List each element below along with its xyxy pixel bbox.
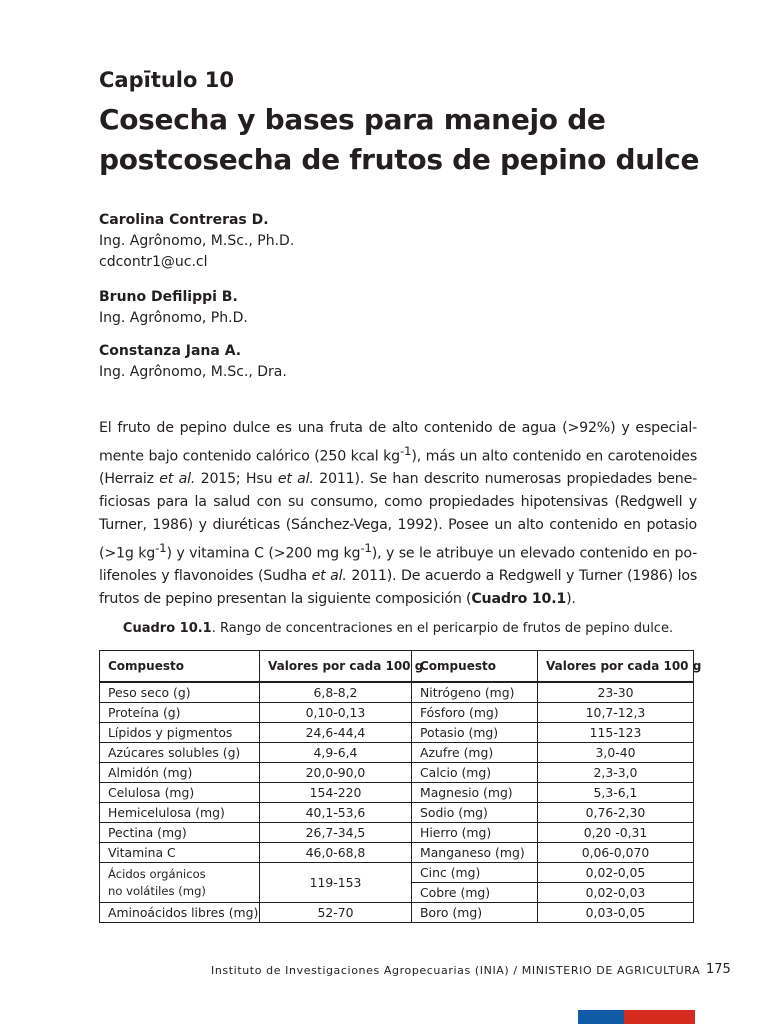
compound-cell: Hemicelulosa (mg) <box>100 803 260 823</box>
table-row <box>100 763 694 783</box>
compound-cell: Magnesio (mg) <box>412 783 538 803</box>
value-cell: 154-220 <box>260 783 412 803</box>
author-block <box>99 341 287 383</box>
value-cell: 119-153 <box>260 863 412 903</box>
author-block <box>99 287 248 329</box>
header-values: Valores por cada 100 g <box>538 651 694 683</box>
footer-institution: Instituto de Investigaciones Agropecuarias (INIA) / MINISTERIO DE AGRICULTURA <box>211 964 701 977</box>
table-reference: Cuadro 10.1 <box>471 591 567 608</box>
table-caption: Cuadro 10.1. Rango de concentraciones en el pericarpio de frutos de pepino dulce. <box>122 621 674 636</box>
author-block <box>99 210 294 273</box>
header-compound: Compuesto <box>100 651 260 683</box>
table-row <box>100 803 694 823</box>
value-cell: 0,76-2,30 <box>538 803 694 823</box>
author-credential: Ing. Agrônomo, M.Sc., Dra. <box>99 364 287 380</box>
table-row <box>100 783 694 803</box>
value-cell: 0,06-0,070 <box>538 843 694 863</box>
compound-cell: Cinc (mg) <box>412 863 538 883</box>
composition-table <box>99 650 702 923</box>
chapter-title: Cosecha y bases para manejo de postcosecha de frutos de pepino dulce <box>99 103 700 176</box>
author-credential: Ing. Agrônomo, M.Sc., Ph.D. <box>99 233 295 249</box>
flag-blue-band <box>578 1010 624 1024</box>
compound-cell: Fósforo (mg) <box>412 703 538 723</box>
compound-cell: Hierro (mg) <box>412 823 538 843</box>
compound-cell: Azúcares solubles (g) <box>100 743 260 763</box>
page-number: 175 <box>706 962 731 977</box>
value-cell: 24,6-44,4 <box>260 723 412 743</box>
value-cell: 23-30 <box>538 682 694 703</box>
compound-cell: Celulosa (mg) <box>100 783 260 803</box>
value-cell: 4,9-6,4 <box>260 743 412 763</box>
value-cell: 0,03-0,05 <box>538 903 694 923</box>
value-cell: 2,3-3,0 <box>538 763 694 783</box>
compound-cell: Pectina (mg) <box>100 823 260 843</box>
value-cell: 52-70 <box>260 903 412 923</box>
value-cell: 0,02-0,05 <box>538 863 694 883</box>
compound-cell: Almidón (mg) <box>100 763 260 783</box>
table-row <box>100 843 694 863</box>
table-row <box>100 863 694 883</box>
compound-cell: Azufre (mg) <box>412 743 538 763</box>
compound-cell: Nitrógeno (mg) <box>412 682 538 703</box>
table-row <box>100 682 694 703</box>
author-name: Constanza Jana A. <box>99 343 242 359</box>
value-cell: 5,3-6,1 <box>538 783 694 803</box>
table-row <box>100 903 694 923</box>
compound-cell: Boro (mg) <box>412 903 538 923</box>
intro-paragraph: El fruto de pepino dulce es una fruta de alto contenido de agua (>92%) y especial-mente bajo contenido calórico (250 kcal $kg^{-1}$), más un alto contenido en carotenoides (Herraiz et al. 2015; Hsu et al. 2011). Se han descrito numerosas propiedades bene-ficiosas para la salud con su consumo, como propiedades hipotensivas (Redgwell y Turner, 1986) y diuréticas (Sánchez-Vega, 1992). Posee un alto contenido en potasio (>1g $kg^{-1}$) y vitamina C (>200 mg $kg^{-1}$), y se le atribuye un elevado contenido en po-lifenoles y flavonoides (Sudha et al. 2011). De acuerdo a Redgwell y Turner (1986) los frutos de pepino presentan la siguiente composición (Cuadro 10.1). <box>99 420 698 608</box>
table-row <box>100 703 694 723</box>
value-cell: 46,0-68,8 <box>260 843 412 863</box>
compound-cell: Sodio (mg) <box>412 803 538 823</box>
flag-red-band <box>624 1010 695 1024</box>
value-cell: 115-123 <box>538 723 694 743</box>
table-header-row <box>100 651 694 683</box>
compound-cell: Ácidos orgánicos no volátiles (mg) <box>100 863 260 903</box>
header-compound: Compuesto <box>412 651 538 683</box>
compound-cell: Aminoácidos libres (mg) <box>100 903 260 923</box>
table-row <box>100 823 694 843</box>
author-name: Bruno Defilippi B. <box>99 289 238 305</box>
author-name: Carolina Contreras D. <box>99 212 269 228</box>
value-cell: 26,7-34,5 <box>260 823 412 843</box>
header-values: Valores por cada 100 g <box>260 651 412 683</box>
value-cell: 6,8-8,2 <box>260 682 412 703</box>
author-email[interactable]: cdcontr1@uc.cl <box>99 254 208 270</box>
compound-cell: Potasio (mg) <box>412 723 538 743</box>
compound-cell: Proteína (g) <box>100 703 260 723</box>
compound-cell: Peso seco (g) <box>100 682 260 703</box>
value-cell: 40,1-53,6 <box>260 803 412 823</box>
table-row <box>100 723 694 743</box>
value-cell: 0,02-0,03 <box>538 883 694 903</box>
compound-cell: Vitamina C <box>100 843 260 863</box>
compound-cell: Lípidos y pigmentos <box>100 723 260 743</box>
chapter-label: Capītulo 10 <box>99 68 234 92</box>
chile-flag-stripe <box>578 1010 695 1024</box>
value-cell: 0,10-0,13 <box>260 703 412 723</box>
compound-cell: Calcio (mg) <box>412 763 538 783</box>
compound-cell: Cobre (mg) <box>412 883 538 903</box>
value-cell: 10,7-12,3 <box>538 703 694 723</box>
compound-cell: Manganeso (mg) <box>412 843 538 863</box>
value-cell: 3,0-40 <box>538 743 694 763</box>
value-cell: 20,0-90,0 <box>260 763 412 783</box>
value-cell: 0,20 -0,31 <box>538 823 694 843</box>
table-row <box>100 743 694 763</box>
author-credential: Ing. Agrônomo, Ph.D. <box>99 310 248 326</box>
